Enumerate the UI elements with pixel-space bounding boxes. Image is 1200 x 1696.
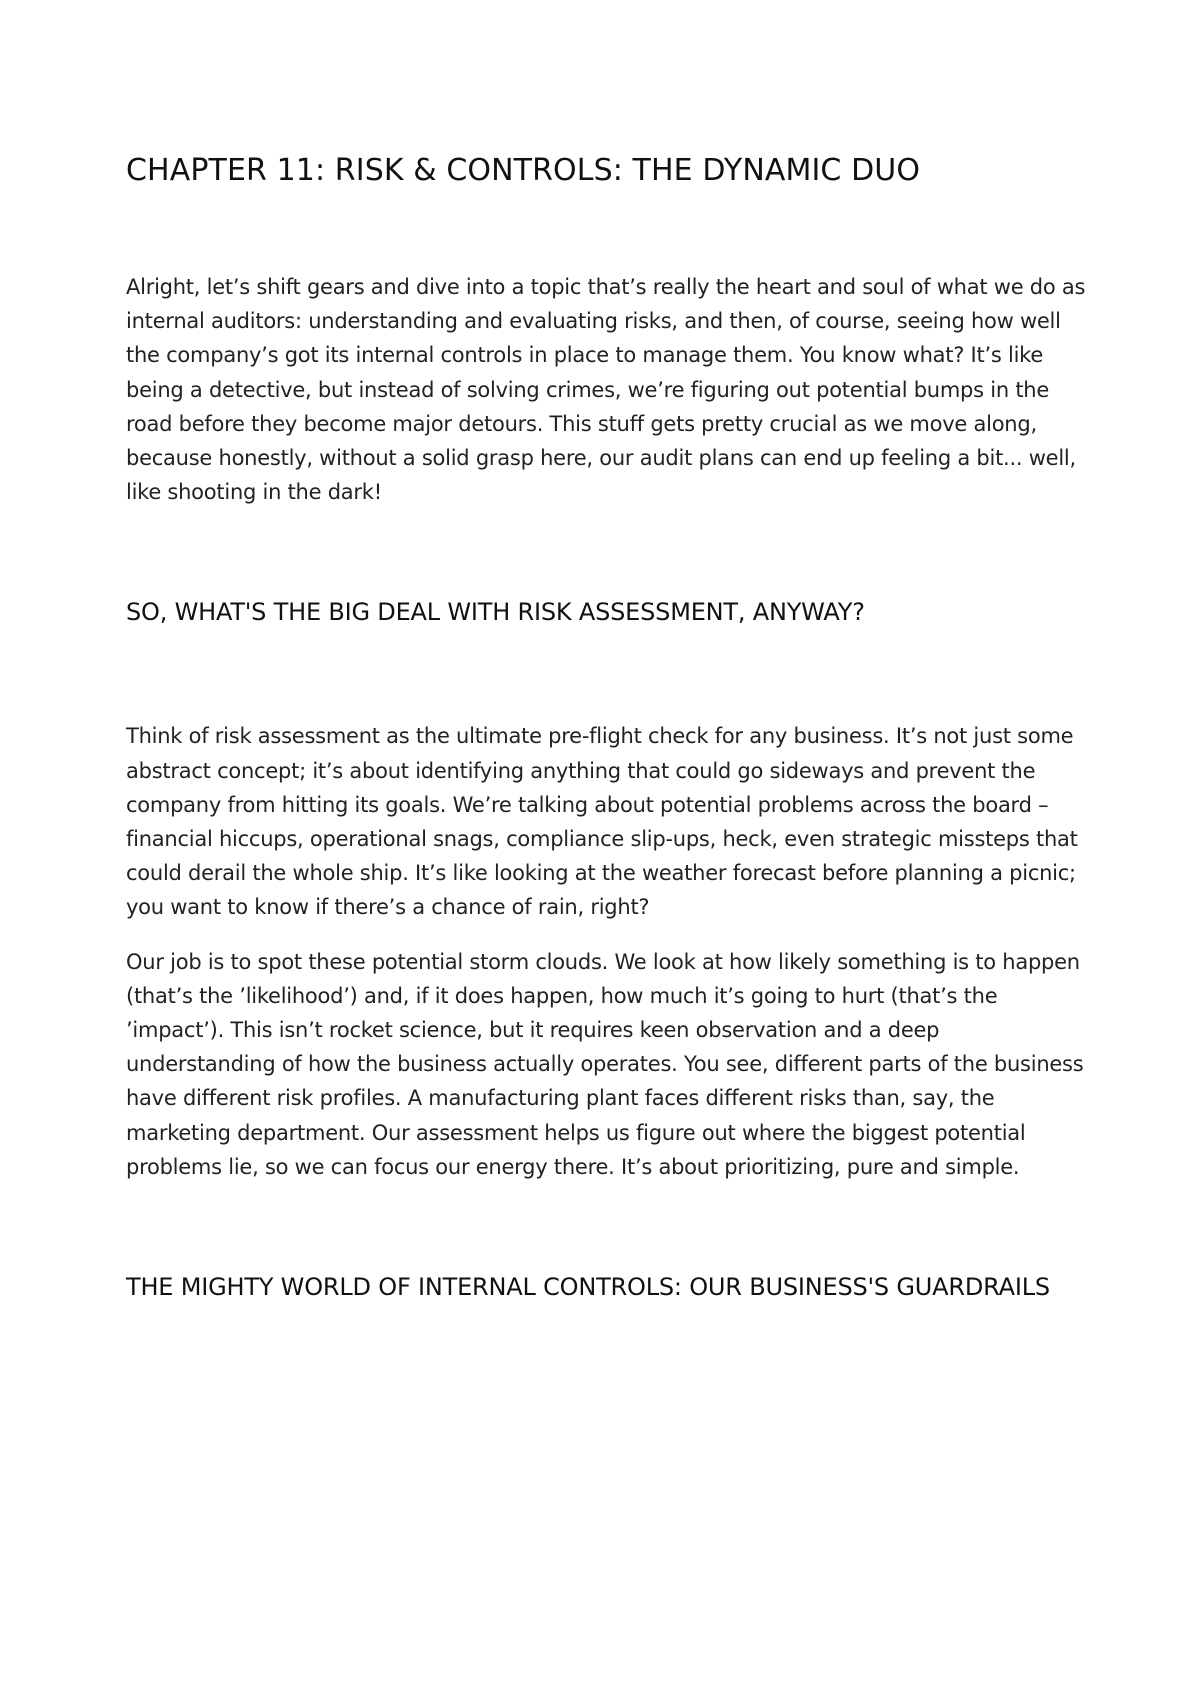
section-heading-internal-controls: THE MIGHTY WORLD OF INTERNAL CONTROLS: OUR BUSINESS'S GUARDRAILS	[126, 1273, 1050, 1302]
intro-paragraph: Alright, let’s shift gears and dive into a topic that’s really the heart and soul of what we do as internal auditors: understanding and evaluating risks, and then, of course, seeing how well the company’s got its internal controls in place to manage them. You know what? It’s like being a detective, but instead of solving crimes, we’re figuring out potential bumps in the road before they become major detours. This stuff gets pretty crucial as we move along, because honestly, without a solid grasp here, our audit plans can end up feeling a bit... well, like shooting in the dark!	[126, 275, 1086, 505]
page-content	[126, 148, 1086, 1306]
risk-assessment-paragraph-2: Our job is to spot these potential storm clouds. We look at how likely something is to happen (that’s the ’likelihood’) and, if it does happen, how much it’s going to hurt (that’s the ’impact’). This isn’t rocket science, but it requires keen observation and a deep understanding of how the business actually operates. You see, different parts of the business have different risk profiles. A manufacturing plant faces different risks than, say, the marketing department. Our assessment helps us figure out where the biggest potential problems lie, so we can focus our energy there. It’s about prioritizing, pure and simple.	[126, 949, 1084, 1179]
section-heading-risk-assessment: SO, WHAT'S THE BIG DEAL WITH RISK ASSESSMENT, ANYWAY?	[126, 598, 865, 627]
risk-assessment-paragraph-1: Think of risk assessment as the ultimate pre-flight check for any business. It’s not just some abstract concept; it’s about identifying anything that could go sideways and prevent the company from hitting its goals. We’re talking about potential problems across the board – financial hiccups, operational snags, compliance slip-ups, heck, even strategic missteps that could derail the whole ship. It’s like looking at the weather forecast before planning a picnic; you want to know if there’s a chance of rain, right?	[126, 724, 1078, 920]
chapter-title: CHAPTER 11: RISK & CONTROLS: THE DYNAMIC DUO	[126, 153, 921, 188]
